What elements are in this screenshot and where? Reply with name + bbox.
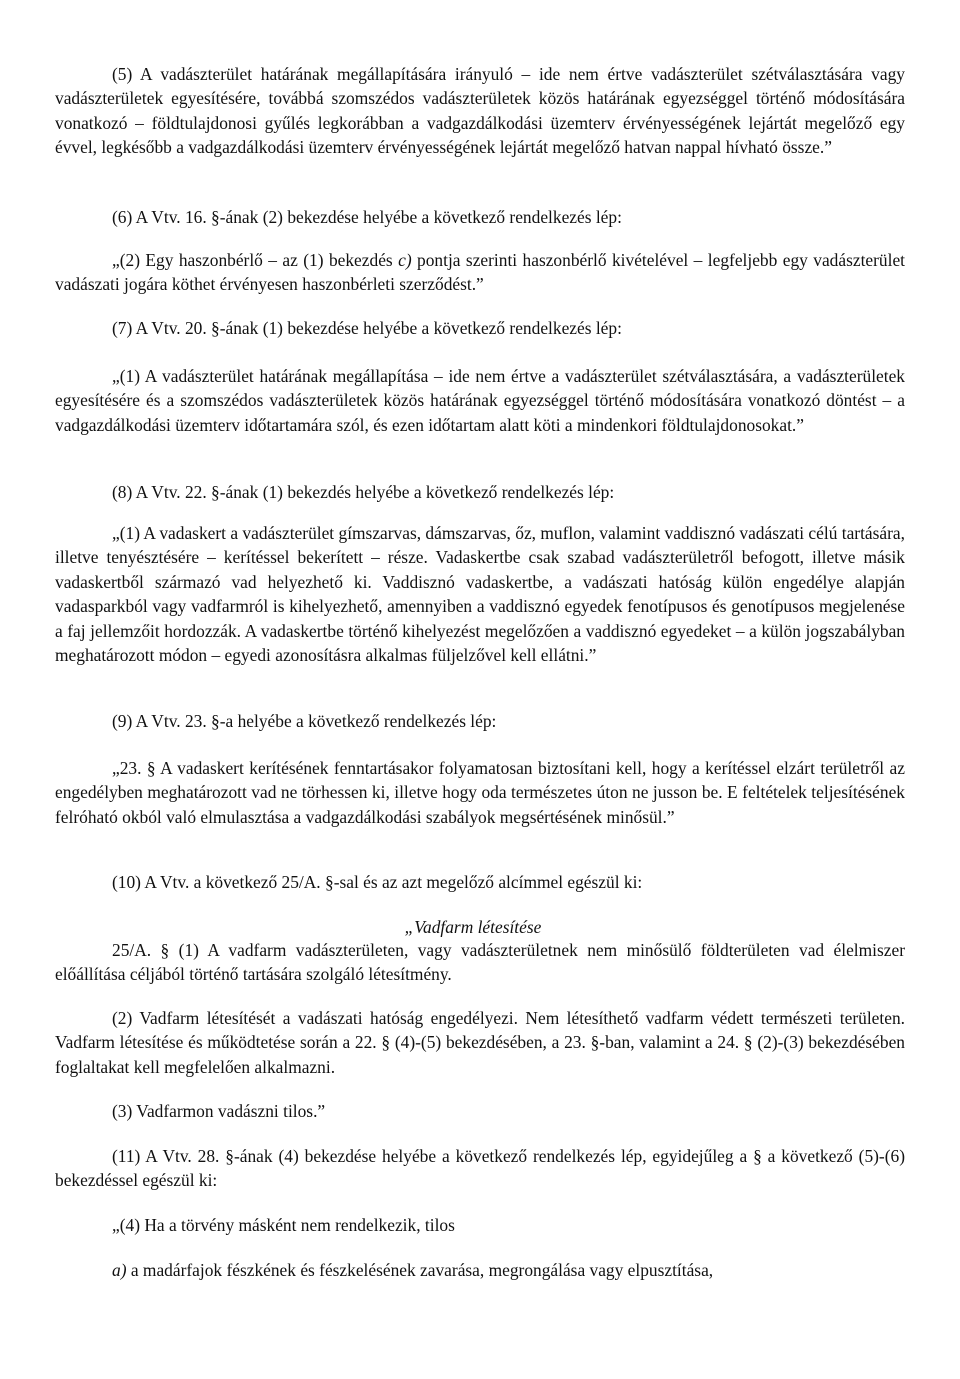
paragraph-7-heading: (7) A Vtv. 20. §-ának (1) bekezdése helyébe a következő rendelkezés lép:	[112, 318, 622, 338]
quote-text: „(2) Egy haszonbérlő – az (1) bekezdés	[112, 250, 399, 270]
paragraph-5: (5) A vadászterület határának megállapítására irányuló – ide nem értve vadászterület szétválasztására vagy vadászterületek egyesítésére, továbbá szomszédos vadászterületek közös határának egyezséggel történő módosítására vonatkozó – földtulajdonosi gyűlés legkorábban a vadgazdálkodási üzemterv érvényességének lejártát megelőző egy évvel, legkésőbb a vadgazdálkodási üzemterv érvényességének lejártát megelőző hatvan nappal hívható össze.”	[55, 64, 905, 158]
paragraph-6-heading: (6) A Vtv. 16. §-ának (2) bekezdése helyébe a következő rendelkezés lép:	[112, 207, 622, 227]
section-25a-3: (3) Vadfarmon vadászni tilos.”	[112, 1101, 326, 1121]
point-c-label: c)	[398, 250, 412, 270]
section-28-4-point-a	[112, 1258, 713, 1282]
subsection-title: „Vadfarm létesítése	[404, 917, 542, 937]
paragraph-11-heading: (11) A Vtv. 28. §-ának (4) bekezdése helyébe a következő rendelkezés lép, egyidejűleg a § a következő (5)-(6) bekezdéssel egészül ki:	[55, 1146, 905, 1191]
section-28-4-intro: „(4) Ha a törvény másként nem rendelkezik, tilos	[112, 1215, 455, 1235]
point-a-label: a)	[112, 1260, 127, 1280]
paragraph-8-heading: (8) A Vtv. 22. §-ának (1) bekezdés helyébe a következő rendelkezés lép:	[112, 482, 615, 502]
paragraph-8-quote: „(1) A vadaskert a vadászterület gímszarvas, dámszarvas, őz, muflon, valamint vaddisznó vadászati célú tartására, illetve tenyésztésére – kerítéssel bekerített – része. Vadaskertbe csak szabad vadászterületről befogott, illetve másik vadaskertből származó vad helyezhető ki. Vaddisznó vadaskertbe, a vadászati hatóság külön engedélye alapján vadasparkból vagy vadfarmról is kihelyezhető, amennyiben a vaddisznó egyedek fenotípusos és genotípusos megjelenése a faj jellemzőit hordozzák. A vadaskertbe történő kihelyezést megelőzően a vaddisznó egyedeket – a külön jogszabályban meghatározott módon – egyedi azonosításra alkalmas füljelzővel kell ellátni.”	[55, 523, 905, 666]
point-a-text: a madárfajok fészkének és fészkelésének zavarása, megrongálása vagy elpusztítása,	[126, 1260, 714, 1280]
paragraph-9-quote: „23. § A vadaskert kerítésének fenntartásakor folyamatosan biztosítani kell, hogy a kerítéssel elzárt területről az engedélyben meghatározott vad ne törhessen ki, illetve hogy oda természetes úton ne jusson be. E feltételek teljesítésének felróható okból való elmulasztása a vadgazdálkodási szabályok megsértésének minősül.”	[55, 758, 905, 827]
paragraph-10-heading: (10) A Vtv. a következő 25/A. §-sal és az azt megelőző alcímmel egészül ki:	[112, 872, 643, 892]
paragraph-9-heading: (9) A Vtv. 23. §-a helyébe a következő rendelkezés lép:	[112, 711, 497, 731]
paragraph-6-quote	[55, 248, 905, 297]
section-25a-1: 25/A. § (1) A vadfarm vadászterületen, vagy vadászterületnek nem minősülő földterületen vad élelmiszer előállítása céljából történő tartására szolgáló létesítmény.	[55, 940, 905, 985]
paragraph-7-quote: „(1) A vadászterület határának megállapítása – ide nem értve a vadászterület szétválasztására, a vadászterületek egyesítésére és a szomszédos vadászterületek közös határának egyezséggel történő módosítására vonatkozó döntést – a vadgazdálkodási üzemterv időtartamára szól, és ezen időtartam alatt köti a mindenkori földtulajdonosokat.”	[55, 366, 905, 435]
quote-text: pontja szerinti haszonbérlő kivételével – legfeljebb egy vadászterület vadászati jogára köthet érvényesen haszonbérleti szerződést.”	[55, 250, 905, 295]
section-25a-2: (2) Vadfarm létesítését a vadászati hatóság engedélyezi. Nem létesíthető vadfarm védett természeti területen. Vadfarm létesítése és működtetése során a 22. § (4)-(5) bekezdésében, a 23. §-ban, valamint a 24. § (2)-(3) bekezdésében foglaltakat kell megfelelően alkalmazni.	[55, 1008, 905, 1077]
